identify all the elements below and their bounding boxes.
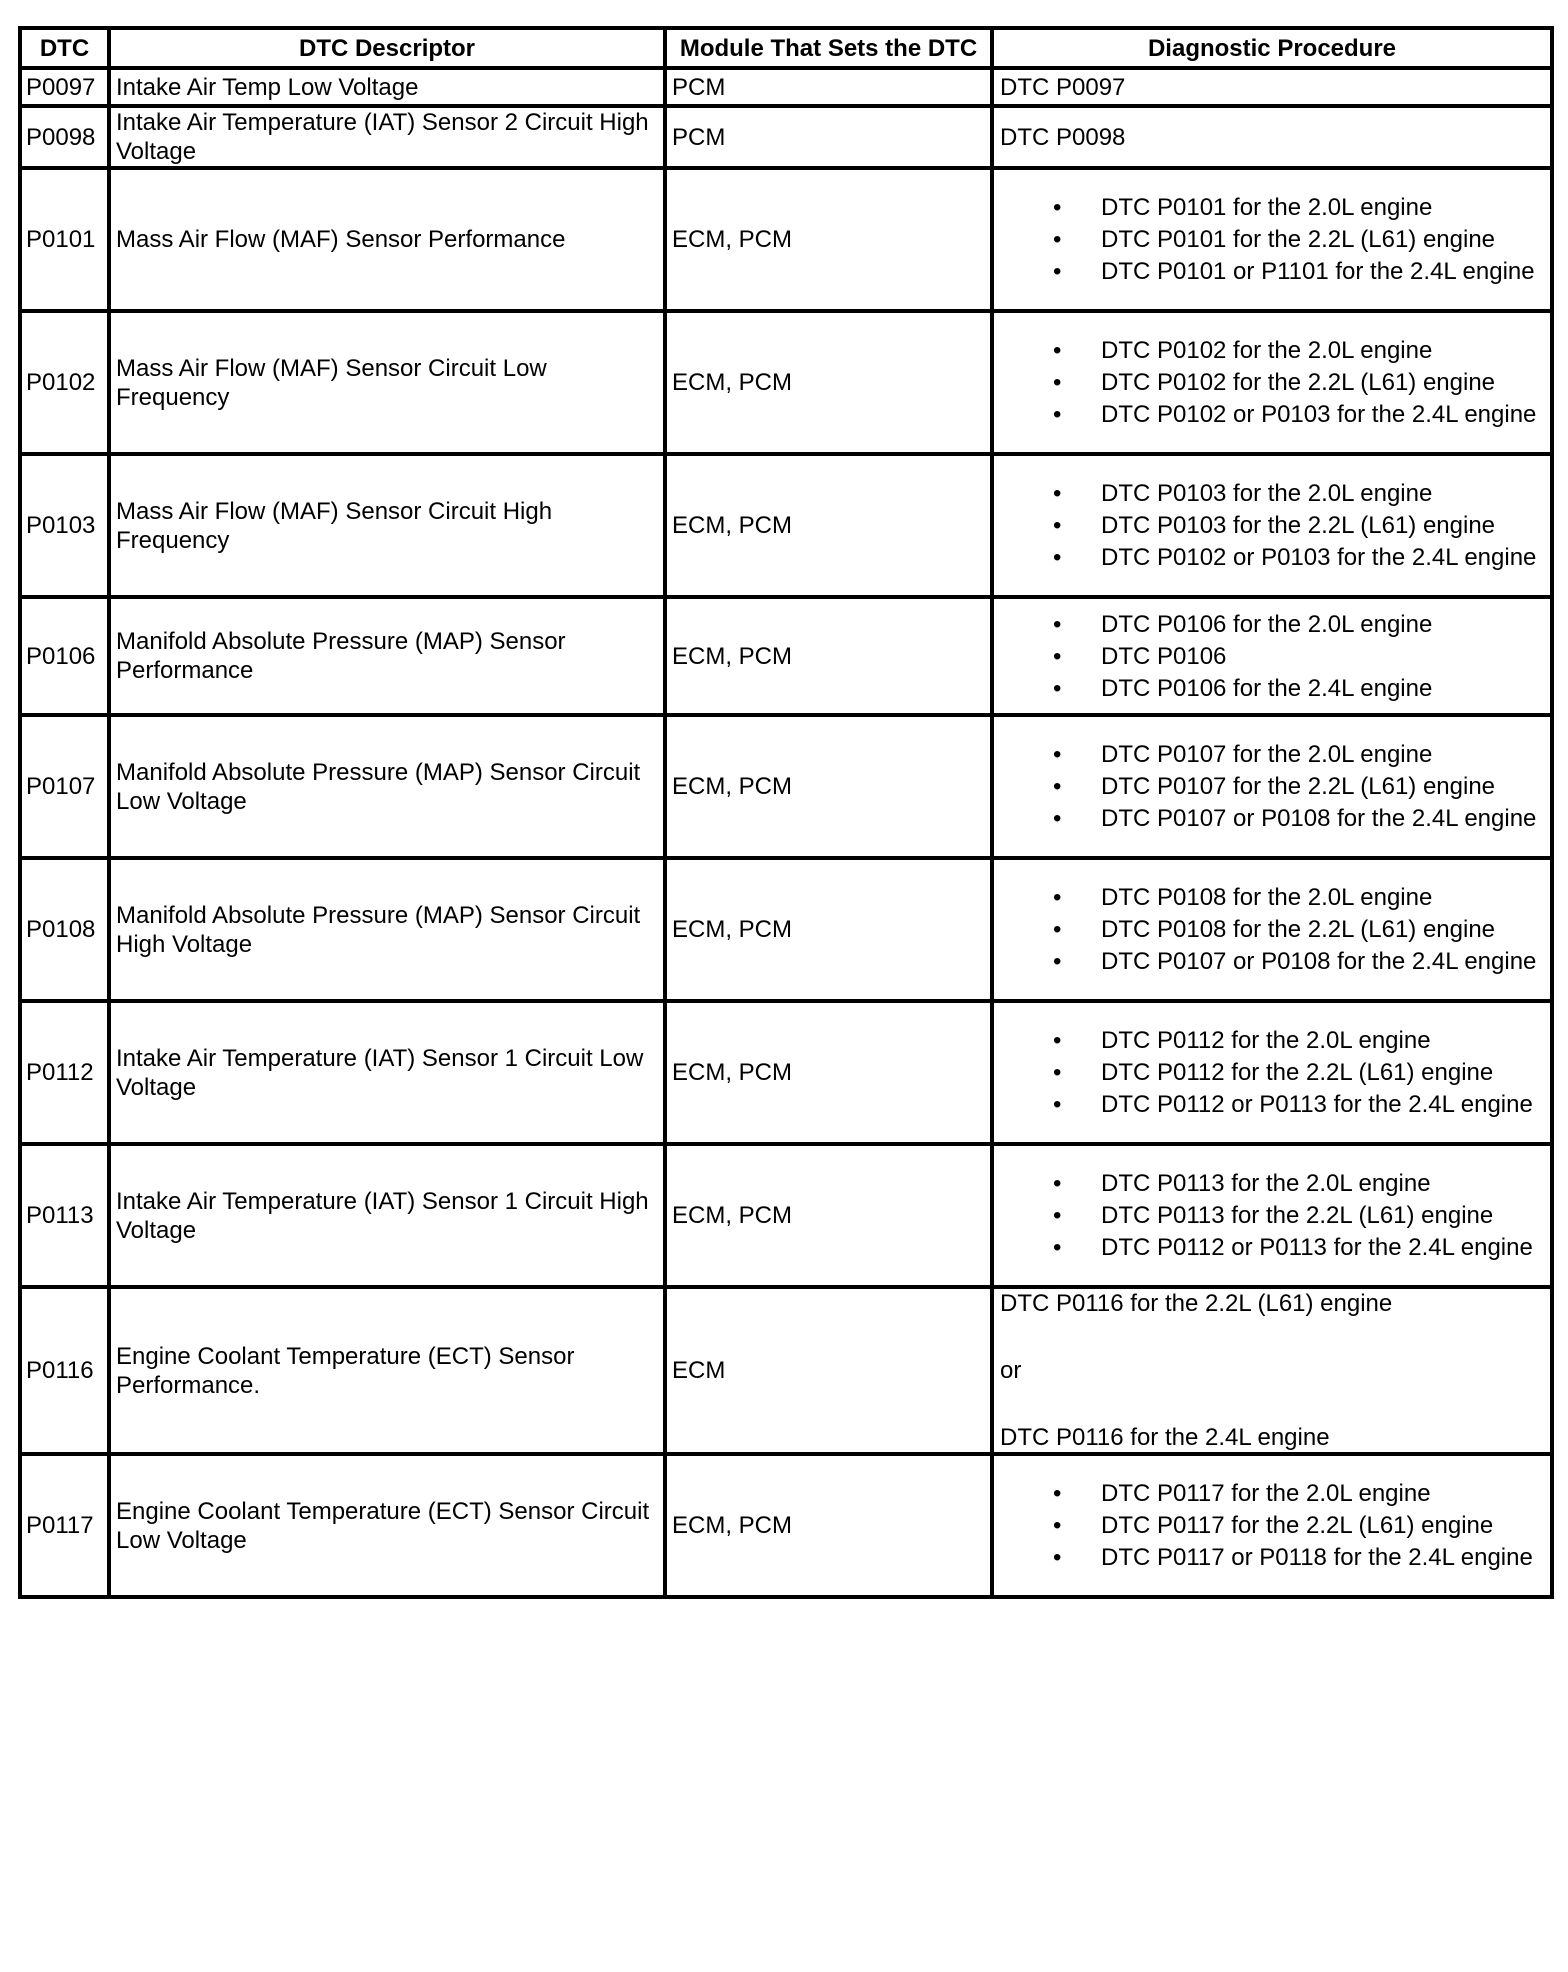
procedure-item [1000,400,1544,429]
bullet-icon: • [1053,916,1062,943]
procedure-link-text: DTC P0102 for the 2.2L (L61) engine [1101,369,1496,396]
table-row [20,597,1552,715]
procedure-link-text: DTC P0102 or P0103 for the 2.4L engine [1101,544,1537,571]
procedure-link-text: DTC P0101 or P1101 for the 2.4L engine [1101,258,1535,285]
table-row [20,1287,1552,1454]
procedure-link-text: DTC P0106 for the 2.4L engine [1101,674,1433,702]
module-cell: ECM, PCM [665,715,992,858]
procedure-item [1000,1026,1544,1055]
procedure-link-text: DTC P0113 for the 2.0L engine [1101,1170,1431,1197]
module-cell: ECM, PCM [665,1001,992,1144]
module-cell: ECM, PCM [665,454,992,597]
header-row [20,28,1552,68]
header-dtc: DTC [20,28,109,68]
table-row [20,1001,1552,1144]
bullet-icon: • [1053,1091,1062,1118]
table-row [20,106,1552,168]
procedure-link-text: DTC P0107 or P0108 for the 2.4L engine [1101,805,1537,832]
diagnostic-procedure-cell [992,1001,1552,1144]
procedure-list [1000,1479,1544,1572]
table-row [20,68,1552,106]
module-cell: PCM [665,68,992,106]
procedure-lines [1000,1289,1544,1452]
procedure-item [1000,610,1544,639]
procedure-item [1000,336,1544,365]
dtc-code-cell: P0098 [20,106,109,168]
procedure-item [1000,368,1544,397]
diagnostic-procedure-cell [992,715,1552,858]
module-cell: ECM, PCM [665,858,992,1001]
module-cell: ECM, PCM [665,1454,992,1597]
procedure-link-text: DTC P0112 or P0113 for the 2.4L engine [1101,1234,1533,1261]
procedure-item [1000,1201,1544,1230]
procedure-line: DTC P0116 for the 2.2L (L61) engine [1000,1290,1393,1317]
bullet-icon: • [1053,480,1062,507]
dtc-code-cell: P0097 [20,68,109,106]
procedure-link-text: DTC P0107 for the 2.2L (L61) engine [1101,773,1496,800]
bullet-icon: • [1053,610,1062,638]
diagnostic-procedure-cell [992,168,1552,311]
procedure-list [1000,740,1544,833]
procedure-item [1000,543,1544,572]
procedure-link-text: DTC P0108 for the 2.0L engine [1101,884,1433,911]
dtc-code-cell: P0108 [20,858,109,1001]
dtc-descriptor-cell: Manifold Absolute Pressure (MAP) Sensor Circuit Low Voltage [109,715,665,858]
header-procedure: Diagnostic Procedure [992,28,1552,68]
bullet-icon: • [1053,369,1062,396]
module-cell: ECM [665,1287,992,1454]
procedure-link-text: DTC P0103 for the 2.0L engine [1101,480,1433,507]
module-cell: ECM, PCM [665,311,992,454]
procedure-link-text: DTC P0112 for the 2.0L engine [1101,1027,1431,1054]
table-row [20,1454,1552,1597]
table-row [20,168,1552,311]
procedure-item [1000,1090,1544,1119]
bullet-icon: • [1053,194,1062,221]
module-cell: ECM, PCM [665,1144,992,1287]
procedure-link-text: DTC P0097 [1000,73,1126,101]
table-row [20,1144,1552,1287]
procedure-link-text: DTC P0102 for the 2.0L engine [1101,337,1433,364]
diagnostic-procedure-cell [992,68,1552,106]
dtc-code-cell: P0103 [20,454,109,597]
bullet-icon: • [1053,674,1062,702]
table-body [20,68,1552,1597]
procedure-link-text: DTC P0102 or P0103 for the 2.4L engine [1101,401,1537,428]
procedure-item [1000,740,1544,769]
procedure-item [1000,193,1544,222]
procedure-list [1000,610,1544,703]
dtc-descriptor-cell: Intake Air Temperature (IAT) Sensor 1 Circuit Low Voltage [109,1001,665,1144]
procedure-item [1000,225,1544,254]
diagnostic-procedure-cell [992,1144,1552,1287]
dtc-code-cell: P0117 [20,1454,109,1597]
procedure-link-text: DTC P0098 [1000,123,1126,151]
dtc-descriptor-cell: Engine Coolant Temperature (ECT) Sensor Performance. [109,1287,665,1454]
line-spacer [1000,1318,1544,1356]
procedure-link-text: DTC P0103 for the 2.2L (L61) engine [1101,512,1496,539]
procedure-item [1000,804,1544,833]
bullet-icon: • [1053,226,1062,253]
dtc-descriptor-cell: Mass Air Flow (MAF) Sensor Circuit Low Frequency [109,311,665,454]
bullet-icon: • [1053,1027,1062,1054]
bullet-icon: • [1053,1170,1062,1197]
diagnostic-procedure-cell [992,597,1552,715]
bullet-icon: • [1053,544,1062,571]
dtc-code-cell: P0113 [20,1144,109,1287]
table-row [20,715,1552,858]
procedure-item [1000,1169,1544,1198]
procedure-list [1000,479,1544,572]
procedure-item [1000,1479,1544,1508]
procedure-list [1000,883,1544,976]
bullet-icon: • [1053,1512,1062,1539]
bullet-icon: • [1053,884,1062,911]
procedure-item [1000,772,1544,801]
table-row [20,858,1552,1001]
bullet-icon: • [1053,258,1062,285]
procedure-list [1000,1169,1544,1262]
procedure-list [1000,193,1544,286]
procedure-item [1000,511,1544,540]
procedure-list [1000,336,1544,429]
procedure-link-text: DTC P0107 for the 2.0L engine [1101,741,1433,768]
bullet-icon: • [1053,1234,1062,1261]
procedure-link-text: DTC P0112 for the 2.2L (L61) engine [1101,1059,1494,1086]
diagnostic-procedure-cell [992,858,1552,1001]
diagnostic-procedure-cell [992,311,1552,454]
procedure-item [1000,915,1544,944]
bullet-icon: • [1053,805,1062,832]
procedure-item [1000,642,1544,671]
dtc-descriptor-cell: Mass Air Flow (MAF) Sensor Performance [109,168,665,311]
dtc-descriptor-cell: Manifold Absolute Pressure (MAP) Sensor Circuit High Voltage [109,858,665,1001]
diagnostic-procedure-cell [992,1287,1552,1454]
procedure-item [1000,1058,1544,1087]
table-row [20,311,1552,454]
dtc-table [18,26,1554,1599]
bullet-icon: • [1053,337,1062,364]
dtc-code-cell: P0112 [20,1001,109,1144]
bullet-icon: • [1053,948,1062,975]
dtc-descriptor-cell: Manifold Absolute Pressure (MAP) Sensor Performance [109,597,665,715]
procedure-link-text: DTC P0108 for the 2.2L (L61) engine [1101,916,1496,943]
procedure-item [1000,674,1544,703]
dtc-descriptor-cell: Engine Coolant Temperature (ECT) Sensor Circuit Low Voltage [109,1454,665,1597]
header-descriptor: DTC Descriptor [109,28,665,68]
procedure-link-text: DTC P0112 or P0113 for the 2.4L engine [1101,1091,1533,1118]
dtc-descriptor-cell: Mass Air Flow (MAF) Sensor Circuit High Frequency [109,454,665,597]
procedure-item [1000,1543,1544,1572]
procedure-link-text: DTC P0107 or P0108 for the 2.4L engine [1101,948,1537,975]
dtc-code-cell: P0102 [20,311,109,454]
procedure-link-text: DTC P0117 or P0118 for the 2.4L engine [1101,1544,1533,1571]
procedure-link-text: DTC P0117 for the 2.0L engine [1101,1480,1431,1507]
dtc-code-cell: P0101 [20,168,109,311]
bullet-icon: • [1053,1202,1062,1229]
line-spacer [1000,1385,1544,1423]
header-module: Module That Sets the DTC [665,28,992,68]
bullet-icon: • [1053,512,1062,539]
dtc-descriptor-cell: Intake Air Temperature (IAT) Sensor 1 Circuit High Voltage [109,1144,665,1287]
module-cell: ECM, PCM [665,168,992,311]
dtc-code-cell: P0107 [20,715,109,858]
procedure-item [1000,947,1544,976]
procedure-list [1000,1026,1544,1119]
diagnostic-procedure-cell [992,106,1552,168]
procedure-link-text: DTC P0101 for the 2.0L engine [1101,194,1433,221]
bullet-icon: • [1053,741,1062,768]
procedure-item [1000,1511,1544,1540]
dtc-descriptor-cell: Intake Air Temperature (IAT) Sensor 2 Circuit High Voltage [109,106,665,168]
procedure-link-text: DTC P0106 [1101,642,1227,670]
dtc-descriptor-cell: Intake Air Temp Low Voltage [109,68,665,106]
module-cell: ECM, PCM [665,597,992,715]
procedure-link-text: DTC P0106 for the 2.0L engine [1101,610,1433,638]
diagnostic-procedure-cell [992,454,1552,597]
module-cell: PCM [665,106,992,168]
procedure-line: DTC P0116 for the 2.4L engine [1000,1424,1330,1451]
procedure-item [1000,1233,1544,1262]
diagnostic-procedure-cell [992,1454,1552,1597]
procedure-link-text: DTC P0117 for the 2.2L (L61) engine [1101,1512,1494,1539]
dtc-code-cell: P0116 [20,1287,109,1454]
bullet-icon: • [1053,642,1062,670]
bullet-icon: • [1053,1059,1062,1086]
bullet-icon: • [1053,1544,1062,1571]
procedure-item [1000,883,1544,912]
bullet-icon: • [1053,773,1062,800]
dtc-code-cell: P0106 [20,597,109,715]
procedure-link-text: DTC P0101 for the 2.2L (L61) engine [1101,226,1496,253]
procedure-line: or [1000,1357,1022,1384]
procedure-item [1000,257,1544,286]
table-row [20,454,1552,597]
bullet-icon: • [1053,1480,1062,1507]
procedure-link-text: DTC P0113 for the 2.2L (L61) engine [1101,1202,1494,1229]
procedure-item [1000,479,1544,508]
bullet-icon: • [1053,401,1062,428]
